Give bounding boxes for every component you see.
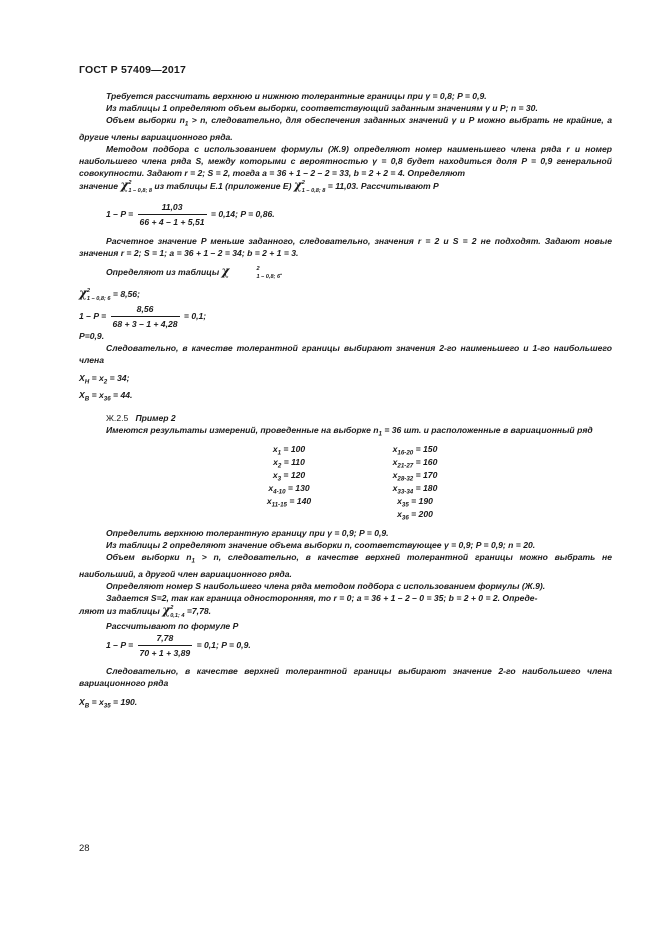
paragraph: Из таблицы 1 определяют объем выборки, соответствующий заданным значениям γ и P; n = 30. — [106, 103, 538, 114]
chi-square-symbol: χ — [162, 603, 171, 618]
value-row: $x_{33-34} = 180$ — [392, 482, 438, 496]
section-heading: Ж.2.5 Пример 2 — [106, 412, 176, 423]
paragraph: Объем выборки $n_1 > n$, следовательно, для обеспечения заданных значений γ и P можно выбрать не крайние, а другие члены вариационного ряда. — [79, 115, 612, 142]
paragraph: Определить верхнюю толерантную границу при γ = 0,9; P = 0,9. — [106, 527, 389, 538]
document-body — [79, 90, 612, 712]
value-row: $x_{11-15} = 140$ — [266, 495, 312, 509]
equation: 1 – P = $\frac{8,56}{68 + 3 - 1 + 4,28}$ = 0,1; — [79, 303, 207, 329]
document-header: ГОСТ Р 57409—2017 — [79, 64, 187, 76]
value-row: $x_2 = 110$ — [273, 456, 305, 470]
equation: 1 – P = $\frac{11,03}{66 + 4 - 1 + 5,51}$ = 0,14; P = 0,86. — [106, 202, 275, 228]
paragraph: Из таблицы 2 определяют значение объема выборки n, соответствующее γ = 0,9; P = 0,9; n = 20. — [106, 539, 536, 550]
paragraph: Следовательно, в качестве толерантной границы выбирают значения 2-го наименьшего и 1-го наибольшего члена — [79, 343, 612, 366]
paragraph: Имеются результаты измерений, проведенные на выборке $n_1 = 36$ шт. и расположенные в вариационный ряд — [106, 424, 593, 438]
paragraph: ляют из таблицы χ 2 0,1; 4 =7,78. — [79, 603, 212, 620]
paragraph: Следовательно, в качестве верхней толерантной границы выбирают значение 2-го наибольшего члена вариационного ряда — [79, 666, 612, 689]
equation: 1 – P = $\frac{7,78}{70 + 1 + 3,89}$ = 0,1; P = 0,9. — [106, 633, 251, 659]
value-row: $x_{16-20} = 150$ — [392, 443, 438, 457]
value-row: $x_{35} = 190$ — [397, 495, 433, 509]
paragraph: Объем выборки $n_1 > n$, следовательно, в качестве верхней толерантной границы можно выбрать не наибольший, а другой член вариационного ряда. — [79, 551, 612, 579]
equation: χ 2 1 – 0,8; 6 = 8,56; — [79, 285, 140, 302]
value-row: $x_{28-32} = 170$ — [392, 469, 438, 483]
value-row: $x_1 = 100$ — [272, 443, 306, 457]
value-row: $x_3 = 120$ — [272, 469, 306, 483]
paragraph: Расчетное значение P меньше заданного, следовательно, значения r = 2 и S = 2 не подходят. Задают новые значения r = 2; S = 1; a = 36 + 1 – 2 = 34; b = 2 + 1 = 3. — [79, 235, 612, 258]
paragraph: Требуется рассчитать верхнюю и нижнюю толерантные границы при γ = 0,8; P = 0,9. — [106, 91, 487, 101]
chi-square-symbol: χ — [79, 285, 87, 300]
result-line: $X_H = x_2 = 34$; — [79, 373, 130, 386]
chi-square-symbol: χ — [120, 178, 129, 193]
values-column-right — [375, 443, 455, 521]
value-row: $x_{36} = 200$ — [397, 508, 433, 522]
page-number: 28 — [79, 843, 90, 854]
value-row: $x_{21-27} = 160$ — [392, 456, 438, 470]
values-column-left — [249, 443, 329, 508]
paragraph: Определяют из таблицы χ 2 1 – 0,8; 6 . — [106, 263, 283, 280]
paragraph: Определяют номер S наибольшего члена ряда методом подбора с использованием формулы (Ж.9). — [106, 580, 546, 591]
values-list — [79, 443, 612, 521]
paragraph: Задается S=2, так как граница односторонняя, то r = 0; a = 36 + 1 – 2 – 0 = 35; b = 2 + 0 = 2. Опреде- — [106, 592, 538, 603]
chi-square-symbol: χ — [293, 178, 302, 193]
value-row: $x_{4-10} = 130$ — [268, 482, 310, 496]
paragraph: Рассчитывают по формуле P — [106, 621, 239, 632]
result-line: $X_B = x_{36} = 44$. — [79, 390, 133, 403]
chi-square-symbol: χ — [221, 263, 230, 278]
paragraph: Методом подбора с использованием формулы (Ж.9) определяют номер наименьшего члена ряда r и номер наибольшего члена ряда S, между которыми с вероятностью γ = 0,8 будет находиться доля P = 0,9 генеральной совокупности. Задают r = 2; S = 2, тогда a = 36 + 1 – 2 – 2 = 33, b = 2 + 2 = 4. Определяют — [79, 144, 612, 179]
paragraph: P=0,9. — [79, 330, 105, 341]
result-line: $X_B = x_{35} = 190$. — [79, 696, 138, 710]
paragraph: значение χ 2 1 – 0,8; 8 из таблицы Е.1 (приложение Е) χ 2 1 – 0,8; 8 = 11,03. Рассчитывают P — [79, 178, 439, 195]
